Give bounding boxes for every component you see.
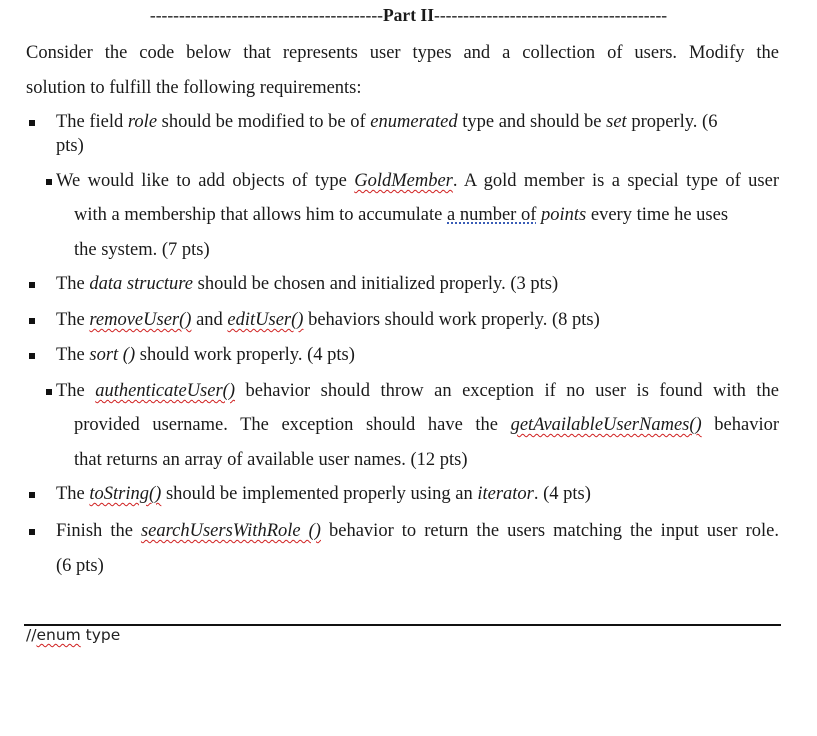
requirement-2-line-3: the system. (7 pts) — [74, 240, 210, 260]
requirement-4: The removeUser() and editUser() behaviors should work properly. (8 pts) — [56, 310, 600, 330]
requirement-5: The sort () should work properly. (4 pts) — [56, 345, 355, 365]
requirement-6-line-2: provided username. The exception should have the getAvailableUserNames() behavior — [74, 415, 779, 435]
bullet-marker — [29, 318, 35, 324]
requirement-2: We would like to add objects of type GoldMember. A gold member is a special type of user — [56, 171, 779, 191]
requirement-7: The toString() should be implemented properly using an iterator. (4 pts) — [56, 484, 591, 504]
intro-line-1: Consider the code below that represents user types and a collection of users. Modify the — [26, 43, 779, 63]
requirement-8: Finish the searchUsersWithRole () behavior to return the users matching the input user role. — [56, 521, 780, 541]
requirement-1: The field role should be modified to be of enumerated type and should be set properly. (6 — [56, 112, 718, 132]
bullet-marker — [29, 282, 35, 288]
intro-line-2: solution to fulfill the following requirements: — [26, 78, 362, 98]
bullet-marker — [29, 492, 35, 498]
requirement-6: The authenticateUser() behavior should throw an exception if no user is found with the — [56, 381, 779, 401]
section-heading — [0, 5, 817, 26]
heading-dashes-left: ---------------------------------------- — [149, 5, 383, 25]
requirement-1-wrap: pts) — [56, 136, 84, 156]
requirement-2-line-2: with a membership that allows him to accumulate a number of points every time he uses — [74, 205, 729, 225]
section-divider — [24, 624, 781, 626]
bullet-marker — [46, 389, 52, 395]
bullet-marker — [29, 529, 35, 535]
bullet-marker — [46, 179, 52, 185]
bullet-marker — [29, 353, 35, 359]
heading-title: Part II — [382, 5, 435, 25]
heading-dashes-right: ---------------------------------------- — [434, 5, 668, 25]
bullet-marker — [29, 120, 35, 126]
requirement-8-line-2: (6 pts) — [56, 556, 104, 576]
code-comment: //enum type — [26, 626, 121, 644]
requirement-3: The data structure should be chosen and initialized properly. (3 pts) — [56, 274, 559, 294]
requirement-6-line-3: that returns an array of available user names. (12 pts) — [74, 450, 468, 470]
